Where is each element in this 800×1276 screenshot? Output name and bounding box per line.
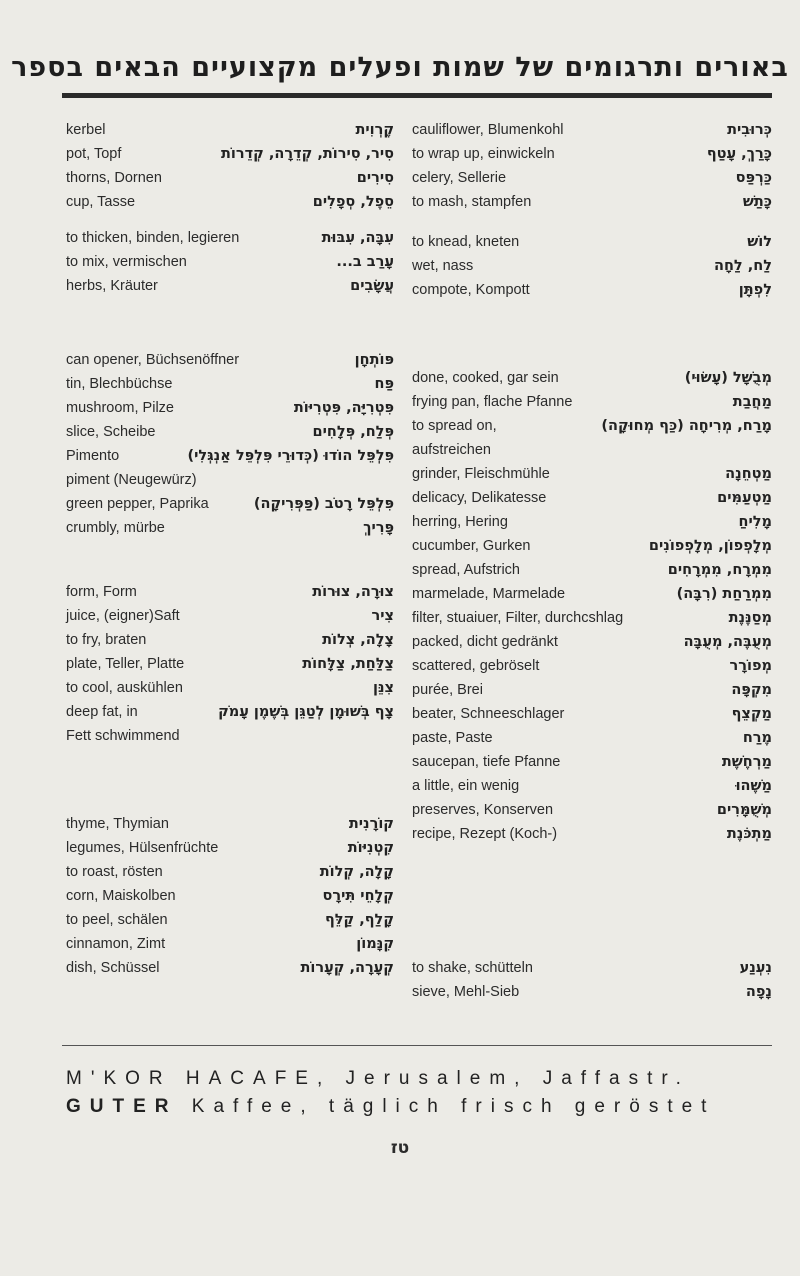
glossary-entry xyxy=(412,654,772,678)
term-translation: cinnamon, Zimt xyxy=(66,936,166,952)
glossary-entry xyxy=(66,372,394,396)
hebrew-term: מִמְרַחַת (רִבָּה) xyxy=(676,586,772,602)
hebrew-term: מַרְחֶשֶׁת xyxy=(721,754,772,770)
left-group-qof xyxy=(66,812,394,980)
hebrew-term: פָּרִיךְ xyxy=(363,520,394,536)
hebrew-term: עִבָּה, עִבּוּת xyxy=(321,230,394,246)
hebrew-term: קִטְנִיּוֹת xyxy=(347,840,394,856)
glossary-entry xyxy=(412,980,772,1004)
page-number: טז xyxy=(390,1138,410,1158)
hebrew-term: מֶרַח xyxy=(742,730,772,746)
hebrew-term: צָף בְּשׁוּמָן לְטַגֵּן בְּשֶׁמֶן עָמֹק xyxy=(218,704,394,720)
glossary-entry xyxy=(412,798,772,822)
hebrew-term: קוֹרָנִית xyxy=(348,816,394,832)
glossary-entry xyxy=(66,676,394,700)
term-translation: to fry, braten xyxy=(66,632,147,648)
glossary-entry xyxy=(412,414,772,438)
term-translation: to wrap up, einwickeln xyxy=(412,146,555,162)
term-translation: green pepper, Paprika xyxy=(66,496,209,512)
term-translation: scattered, gebröselt xyxy=(412,658,540,674)
hebrew-term: מְלָפְפוֹן, מְלָפְפוֹנִים xyxy=(648,538,772,554)
hebrew-term: פַּח xyxy=(374,376,394,392)
hebrew-term: מַשֶּׁהוּ xyxy=(735,778,772,794)
term-translation: beater, Schneeschlager xyxy=(412,706,565,722)
term-translation: purée, Brei xyxy=(412,682,483,698)
hebrew-term: פִּלְפֵּל הוֹדוּ (כְּדוּרֵי פִּלְפֵּל אַנְגְּלִי) xyxy=(187,448,394,464)
hebrew-term: צָלָה, צְלוֹת xyxy=(322,632,394,648)
term-translation: to peel, schälen xyxy=(66,912,168,928)
term-translation: frying pan, flache Pfanne xyxy=(412,394,573,410)
hebrew-term: קֶרְוִית xyxy=(355,122,394,138)
term-translation: marmelade, Marmelade xyxy=(412,586,566,602)
term-translation: kerbel xyxy=(66,122,106,138)
glossary-entry xyxy=(412,774,772,798)
advertisement-line-1: M'KOR HACAFE, Jerusalem, Jaffastr. xyxy=(66,1068,690,1089)
glossary-entry xyxy=(412,166,772,190)
term-translation: delicacy, Delikatesse xyxy=(412,490,547,506)
glossary-entry xyxy=(412,726,772,750)
glossary-entry xyxy=(66,226,394,250)
glossary-entry xyxy=(66,396,394,420)
glossary-entry xyxy=(66,652,394,676)
term-translation: plate, Teller, Platte xyxy=(66,656,185,672)
hebrew-term: קִנָּמוֹן xyxy=(356,936,394,952)
term-translation: wet, nass xyxy=(412,258,474,274)
glossary-entry xyxy=(412,630,772,654)
term-translation: paste, Paste xyxy=(412,730,493,746)
hebrew-term: לַח, לַחָה xyxy=(714,258,772,274)
glossary-entry xyxy=(412,822,772,846)
glossary-entry xyxy=(412,230,772,254)
term-translation: to thicken, binden, legieren xyxy=(66,230,240,246)
glossary-entry xyxy=(412,462,772,486)
glossary-entry xyxy=(66,860,394,884)
hebrew-term: עֲשָׂבִים xyxy=(350,278,394,294)
hebrew-term: לִפְתָּן xyxy=(738,282,772,298)
glossary-entry xyxy=(66,420,394,444)
glossary-entry xyxy=(66,812,394,836)
term-translation: aufstreichen xyxy=(412,442,491,458)
hebrew-term: מְסַנֶּנֶת xyxy=(728,610,772,626)
glossary-entry xyxy=(66,142,394,166)
footer-rule xyxy=(62,1045,772,1046)
hebrew-term: קְעָרָה, קְעָרוֹת xyxy=(300,960,394,976)
term-translation: sieve, Mehl-Sieb xyxy=(412,984,520,1000)
term-translation: to mash, stampfen xyxy=(412,194,532,210)
glossary-entry xyxy=(66,908,394,932)
glossary-entry xyxy=(412,750,772,774)
left-group-ayin xyxy=(66,226,394,298)
glossary-entry xyxy=(412,558,772,582)
term-translation: packed, dicht gedränkt xyxy=(412,634,558,650)
hebrew-term: פִּלְפֵּל רָטֹב (פַּפְּרִיקָה) xyxy=(253,496,394,512)
term-translation: to cool, auskühlen xyxy=(66,680,183,696)
glossary-entry xyxy=(412,278,772,302)
hebrew-term: סִיר, סִירוֹת, קְדֵרָה, קְדֵרוֹת xyxy=(221,146,394,162)
term-translation: herring, Hering xyxy=(412,514,508,530)
term-translation: to knead, kneten xyxy=(412,234,520,250)
hebrew-term: מְעֻבֶּה, מְעֻבָּה xyxy=(683,634,772,650)
term-translation: herbs, Kräuter xyxy=(66,278,158,294)
glossary-entry xyxy=(66,492,394,516)
term-translation: done, cooked, gar sein xyxy=(412,370,559,386)
glossary-entry xyxy=(66,274,394,298)
term-translation: tin, Blechbüchse xyxy=(66,376,173,392)
term-translation: thorns, Dornen xyxy=(66,170,162,186)
hebrew-term: צִנֵּן xyxy=(372,680,394,696)
term-translation: celery, Sellerie xyxy=(412,170,507,186)
hebrew-term: צַלַּחַת, צַלָּחוֹת xyxy=(302,656,394,672)
term-translation: to mix, vermischen xyxy=(66,254,187,270)
term-translation: thyme, Thymian xyxy=(66,816,169,832)
hebrew-term: מְבֻשָּׁל (עָשׂוּי) xyxy=(684,370,772,386)
hebrew-term: סִירִים xyxy=(356,170,394,186)
advertisement-rest: Kaffee, täglich frisch geröstet xyxy=(177,1096,716,1117)
hebrew-term: מַטְחֵנָה xyxy=(725,466,772,482)
term-translation: crumbly, mürbe xyxy=(66,520,165,536)
glossary-entry xyxy=(412,534,772,558)
term-translation: compote, Kompott xyxy=(412,282,530,298)
term-translation: filter, stuaiuer, Filter, durchcshlag xyxy=(412,610,624,626)
glossary-entry xyxy=(66,700,394,724)
hebrew-term: מַקְצֵף xyxy=(731,706,772,722)
hebrew-term: קְלָחֵי תִּירָס xyxy=(322,888,394,904)
term-translation: corn, Maiskolben xyxy=(66,888,176,904)
term-translation: dish, Schüssel xyxy=(66,960,160,976)
hebrew-term: לוֹשׁ xyxy=(747,234,772,250)
left-group-pe xyxy=(66,348,394,540)
right-group-mem xyxy=(412,366,772,846)
glossary-entry xyxy=(66,956,394,980)
term-translation: grinder, Fleischmühle xyxy=(412,466,550,482)
glossary-entry xyxy=(412,606,772,630)
term-translation: slice, Scheibe xyxy=(66,424,156,440)
glossary-entry xyxy=(66,580,394,604)
term-translation: recipe, Rezept (Koch-) xyxy=(412,826,558,842)
glossary-entry xyxy=(66,118,394,142)
hebrew-term: צוּרָה, צוּרוֹת xyxy=(312,584,394,600)
glossary-entry xyxy=(66,932,394,956)
term-translation: Fett schwimmend xyxy=(66,728,180,744)
right-group-nun xyxy=(412,956,772,1004)
term-translation: can opener, Büchsenöffner xyxy=(66,352,240,368)
glossary-entry xyxy=(66,348,394,372)
hebrew-term: כַּרְפַּס xyxy=(735,170,772,186)
glossary-entry xyxy=(412,582,772,606)
hebrew-term: מַטְעַמִּים xyxy=(717,490,772,506)
left-group-tsade xyxy=(66,580,394,748)
hebrew-term: נָפָה xyxy=(745,984,772,1000)
hebrew-term: סֵפֶל, סְפָלִים xyxy=(312,194,394,210)
term-translation: form, Form xyxy=(66,584,137,600)
term-translation: piment (Neugewürz) xyxy=(66,472,197,488)
glossary-entry xyxy=(412,190,772,214)
hebrew-term: מַחֲבַת xyxy=(732,394,772,410)
hebrew-term: מְשֻׁמָּרִים xyxy=(716,802,772,818)
term-translation: deep fat, in xyxy=(66,704,138,720)
hebrew-term: כָּרַךְ, עָטַף xyxy=(706,146,772,162)
glossary-entry xyxy=(66,604,394,628)
advertisement-bold-word: GUTER xyxy=(66,1096,178,1117)
term-translation: juice, (eigner)Saft xyxy=(66,608,180,624)
term-translation: mushroom, Pilze xyxy=(66,400,174,416)
glossary-entry xyxy=(412,366,772,390)
hebrew-term: מִקְפָּה xyxy=(731,682,772,698)
glossary-entry xyxy=(66,190,394,214)
glossary-entry xyxy=(66,628,394,652)
term-translation: pot, Topf xyxy=(66,146,122,162)
hebrew-term: קָלַף, קַלֵּף xyxy=(324,912,394,928)
glossary-entry xyxy=(412,956,772,980)
glossary-entry xyxy=(412,142,772,166)
term-translation: to spread on, xyxy=(412,418,497,434)
advertisement-line-2 xyxy=(66,1096,776,1118)
left-group-k xyxy=(66,118,394,214)
glossary-entry xyxy=(66,468,394,492)
term-translation: to roast, rösten xyxy=(66,864,163,880)
term-translation: saucepan, tiefe Pfanne xyxy=(412,754,561,770)
right-group-kaf xyxy=(412,118,772,214)
hebrew-term: מִמְרָח, מִמְרָחִים xyxy=(667,562,772,578)
hebrew-term: פּוֹתְחָן xyxy=(354,352,394,368)
glossary-entry xyxy=(412,438,772,462)
glossary-entry xyxy=(412,702,772,726)
hebrew-term: צִיר xyxy=(371,608,394,624)
term-translation: a little, ein wenig xyxy=(412,778,520,794)
hebrew-term: עָרַב ב... xyxy=(336,254,394,270)
term-translation: to shake, schütteln xyxy=(412,960,533,976)
hebrew-term: כְּרוּבִית xyxy=(727,122,772,138)
hebrew-term: כָּתַשׁ xyxy=(742,194,772,210)
term-translation: cucumber, Gurken xyxy=(412,538,531,554)
glossary-entry xyxy=(66,250,394,274)
hebrew-term: מַתְכֹּנֶת xyxy=(726,826,772,842)
glossary-entry xyxy=(66,444,394,468)
header-rule xyxy=(62,93,772,98)
term-translation: legumes, Hülsenfrüchte xyxy=(66,840,219,856)
hebrew-term: מָלִיחַ xyxy=(738,514,772,530)
glossary-entry xyxy=(66,724,394,748)
glossary-entry xyxy=(412,390,772,414)
hebrew-term: פִּטְרִיָּה, פִּטְרִיּוֹת xyxy=(293,400,394,416)
glossary-entry xyxy=(412,486,772,510)
term-translation: spread, Aufstrich xyxy=(412,562,520,578)
term-translation: cauliflower, Blumenkohl xyxy=(412,122,564,138)
hebrew-term: קָלָה, קְלוֹת xyxy=(319,864,394,880)
glossary-entry xyxy=(412,118,772,142)
glossary-entry xyxy=(66,166,394,190)
page-title: באורים ותרגומים של שמות ופעלים מקצועיים הבאים בספר xyxy=(11,52,789,83)
glossary-entry xyxy=(66,884,394,908)
glossary-entry xyxy=(412,254,772,278)
glossary-entry xyxy=(66,516,394,540)
hebrew-term: מָרַח, מְרִיחָה (כַּף מְחוּקָה) xyxy=(601,418,772,434)
hebrew-term: נִעְנַע xyxy=(739,960,772,976)
hebrew-term: פְּלַח, פְּלָחִים xyxy=(312,424,394,440)
glossary-entry xyxy=(66,836,394,860)
right-group-lamed xyxy=(412,230,772,302)
glossary-entry xyxy=(412,678,772,702)
term-translation: cup, Tasse xyxy=(66,194,136,210)
hebrew-term: מְפוֹרָר xyxy=(729,658,772,674)
term-translation: Pimento xyxy=(66,448,120,464)
term-translation: preserves, Konserven xyxy=(412,802,554,818)
glossary-entry xyxy=(412,510,772,534)
